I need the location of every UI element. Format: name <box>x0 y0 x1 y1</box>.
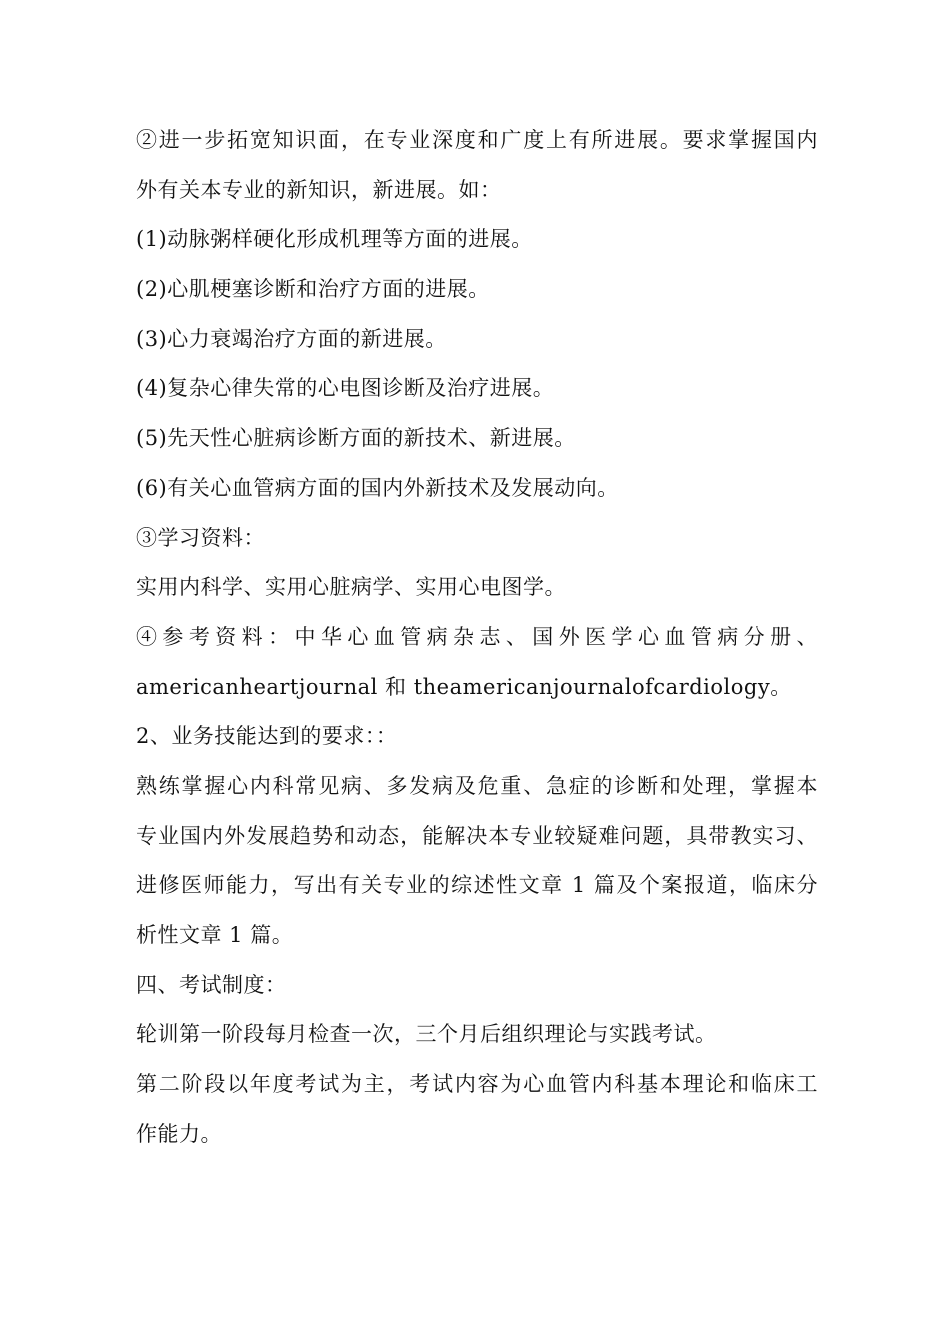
list-item: (5)先天性心脏病诊断方面的新技术、新进展。 <box>136 426 576 451</box>
section-heading: 2、业务技能达到的要求：： <box>136 724 398 749</box>
text-line: 进修医师能力，写出有关专业的综述性文章 1 篇及个案报道，临床分 <box>136 873 818 898</box>
text-line: 作能力。 <box>136 1121 222 1146</box>
list-item: (6)有关心血管病方面的国内外新技术及发展动向。 <box>136 475 619 500</box>
section-heading: ③学习资料： <box>136 525 265 550</box>
list-item: (2)心肌梗塞诊断和治疗方面的进展。 <box>136 277 490 302</box>
text-line: 析性文章 1 篇。 <box>136 923 294 947</box>
text-line: 熟练掌握心内科常见病、多发病及危重、急症的诊断和处理，掌握本 <box>136 773 818 798</box>
text-line: 外有关本专业的新知识，新进展。如： <box>136 177 502 202</box>
document-page <box>136 116 818 1159</box>
text-line: 第二阶段以年度考试为主，考试内容为心血管内科基本理论和临床工 <box>136 1072 818 1097</box>
text-line: 专业国内外发展趋势和动态，能解决本专业较疑难问题，具带教实习、 <box>136 823 818 848</box>
text-line: 实用内科学、实用心脏病学、实用心电图学。 <box>136 575 566 600</box>
list-item: (4)复杂心律失常的心电图诊断及治疗进展。 <box>136 376 555 401</box>
list-item: (3)心力衰竭治疗方面的新进展。 <box>136 326 447 351</box>
section-heading: 四、考试制度： <box>136 972 287 997</box>
text-line: 轮训第一阶段每月检查一次，三个月后组织理论与实践考试。 <box>136 1022 717 1047</box>
text-line: ②进一步拓宽知识面，在专业深度和广度上有所进展。要求掌握国内 <box>136 128 818 152</box>
text-line: americanheartjournal 和 theamericanjournalofcardiology。 <box>136 674 792 699</box>
list-item: (1)动脉粥样硬化形成机理等方面的进展。 <box>136 227 533 252</box>
text-line: ④参考资料：中华心血管病杂志、国外医学心血管病分册、 <box>136 624 818 649</box>
